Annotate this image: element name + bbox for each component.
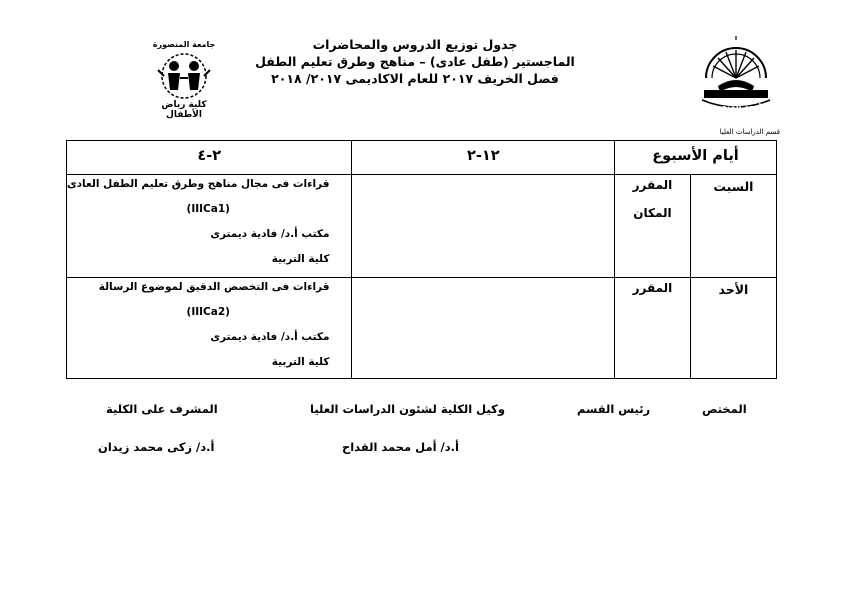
slot-sunday-12-2 <box>352 278 615 379</box>
signature-dept-head: رئيس القسم <box>577 402 651 416</box>
header-days: أيام الأسبوع <box>615 141 777 175</box>
course-faculty: كلية التربية <box>271 253 330 265</box>
table-row-saturday <box>67 175 777 278</box>
label-course: المقرر <box>632 281 673 295</box>
labels-sunday <box>615 278 691 379</box>
table-header-row <box>67 141 777 175</box>
day-saturday: السبت <box>690 175 776 278</box>
schedule-table <box>66 140 777 379</box>
left-logo-caption-bottom: كلية رياض الأطفال <box>161 100 207 120</box>
label-place: المكان <box>633 206 672 220</box>
header-slot-2-4: ٢-٤ <box>67 141 352 175</box>
header-term: فصل الخريف ٢٠١٧ للعام الاكاديمى ٢٠١٧/ ٢٠١٨ <box>271 71 559 86</box>
course-title: قراءات فى التخصص الدقيق لموضوع الرسالة <box>98 281 330 293</box>
faculty-logo <box>148 40 220 120</box>
header-title: جدول توزيع الدروس والمحاضرات <box>312 37 518 52</box>
course-location: مكتب أ.د/ فادية ديمترى <box>210 228 330 240</box>
day-sunday: الأحد <box>690 278 776 379</box>
university-logo <box>698 34 774 114</box>
slot-sunday-2-4 <box>67 278 352 379</box>
table-row-sunday <box>67 278 777 379</box>
document-header <box>250 36 580 87</box>
left-logo-caption-top: جامعة المنصورة <box>152 40 216 49</box>
signature-supervisor: المشرف على الكلية <box>106 402 218 416</box>
course-code: (IIICa1) <box>186 203 230 215</box>
course-faculty: كلية التربية <box>271 356 330 368</box>
signature-vice-dean: وكيل الكلية لشئون الدراسات العليا <box>310 402 505 416</box>
header-program: الماجستير (طفل عادى) – مناهج وطرق تعليم الطفل <box>255 54 575 69</box>
label-course: المقرر <box>632 178 673 192</box>
course-title: قراءات فى مجال مناهج وطرق تعليم الطفل العادى <box>67 178 330 190</box>
slot-saturday-12-2 <box>352 175 615 278</box>
supervisor-name: أ.د/ زكى محمد زيدان <box>98 440 215 454</box>
header-slot-12-2: ١٢-٢ <box>352 141 615 175</box>
right-logo-caption: جامعة المنصورة <box>704 102 768 111</box>
course-code: (IIICa2) <box>186 306 230 318</box>
course-location: مكتب أ.د/ فادية ديمترى <box>210 331 330 343</box>
vice-dean-name: أ.د/ أمل محمد القداح <box>342 440 459 454</box>
labels-saturday <box>615 175 691 278</box>
signature-specialist: المختص <box>702 402 747 416</box>
slot-saturday-2-4 <box>67 175 352 278</box>
department-label: قسم الدراسات العليا <box>719 128 780 136</box>
